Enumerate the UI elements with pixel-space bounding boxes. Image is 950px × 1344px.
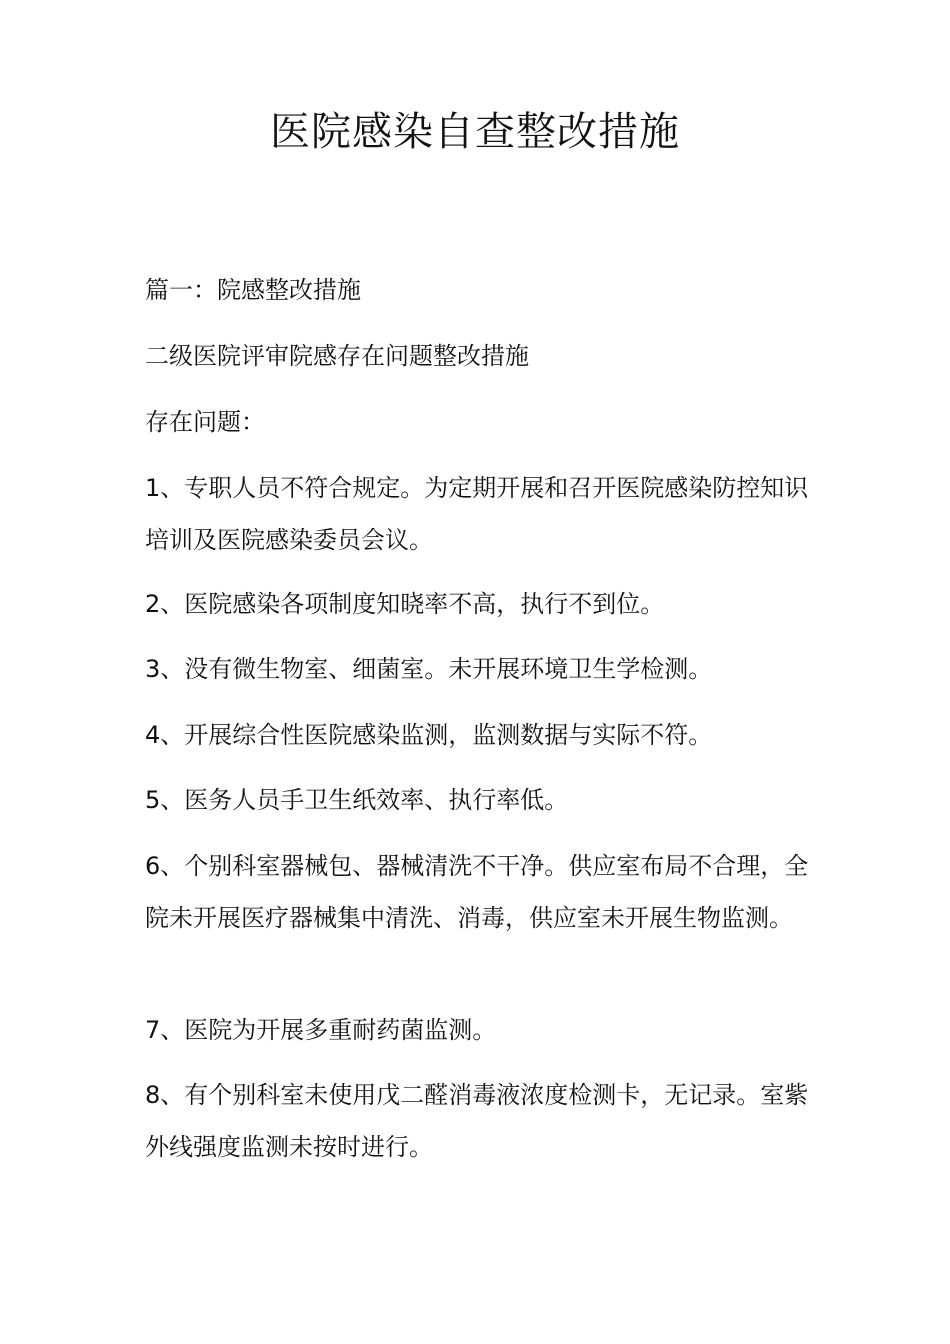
problem-item-3: 3、没有微生物室、细菌室。未开展环境卫生学检测。 [145, 655, 713, 683]
problem-item-7: 7、医院为开展多重耐药菌监测。 [145, 1016, 497, 1044]
problem-item-4: 4、开展综合性医院感染监测，监测数据与实际不符。 [145, 721, 713, 749]
problem-item-5: 5、医务人员手卫生纸效率、执行率低。 [145, 786, 569, 814]
document-subtitle: 二级医院评审院感存在问题整改措施 [145, 342, 529, 370]
problem-item-2: 2、医院感染各项制度知晓率不高，执行不到位。 [145, 590, 665, 618]
problem-item-1: 1、专职人员不符合规定。为定期开展和召开医院感染防控知识培训及医院感染委员会议。 [145, 474, 809, 554]
problems-label: 存在问题： [145, 408, 265, 436]
section-heading: 篇一：院感整改措施 [145, 276, 361, 304]
problem-item-6: 6、个别科室器械包、器械清洗不干净。供应室布局不合理，全院未开展医疗器械集中清洗、消毒，供应室未开展生物监测。 [145, 852, 809, 932]
document-title: 医院感染自查整改措施 [270, 109, 680, 155]
problem-item-8: 8、有个别科室未使用戊二醛消毒液浓度检测卡，无记录。室紫外线强度监测未按时进行。 [145, 1081, 809, 1161]
